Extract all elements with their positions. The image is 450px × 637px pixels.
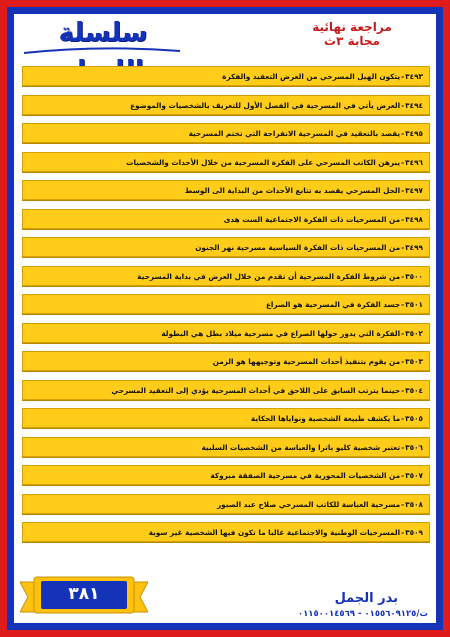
question-number: ٣٥٠١ [405, 300, 423, 309]
question-text: مسرحية العباسة للكاتب المسرحي صلاح عبد الصبور [216, 499, 401, 509]
question-text: يقصد بالتعقيد في المسرحية الانفراجة التي تختم المسرحية [188, 129, 401, 138]
question-number: ٣٥٠٤ [405, 385, 423, 395]
question-item: ٣٥٠٠-من شروط الفكرة المسرحية أن تقدم من خلال العرض في بداية المسرحية [22, 266, 430, 286]
question-item: ٣٤٩٥-يقصد بالتعقيد في المسرحية الانفراجة التي تختم المسرحية [22, 123, 430, 143]
question-item: ٣٥٠٧-من الشخصيات المحورية في مسرحية الصفقة مبروكة [22, 465, 430, 485]
question-number: ٣٤٩٧ [405, 186, 423, 195]
author-name: بدر الجمل [334, 591, 398, 606]
question-item: ٣٤٩٤-العرض يأتي في المسرحية في الفصل الأول للتعريف بالشخصيات والموضوع [22, 95, 430, 115]
question-item: ٣٥٠٦-تعتبر شخصية كليو باترا والعباسة من الشخصيات السلبية [22, 437, 430, 457]
question-text: جسد الفكرة في المسرحية هو الصراع [265, 300, 401, 309]
page-footer [14, 569, 436, 623]
question-text: الحل المسرحي يقصد به تتابع الأحداث من البداية الى الوسط [184, 186, 401, 195]
question-text: الفكرة التي يدور حولها الصراع في مسرحية ميلاد بطل هي البطولة [161, 328, 401, 338]
question-text: المسرحيات الوطنية والاجتماعية غالبا ما تكون فيها الشخصية غير سوية [148, 528, 401, 537]
review-line-1: مراجعة نهائية [312, 20, 392, 34]
question-text: من المسرحيات ذات الفكرة السياسية مسرحية نهر الجنون [195, 243, 401, 252]
question-number: ٣٤٩٥ [405, 129, 423, 138]
question-number: ٣٥٠٥ [405, 414, 423, 423]
question-item: ٣٥٠٩-المسرحيات الوطنية والاجتماعية غالبا ما تكون فيها الشخصية غير سوية [22, 522, 430, 542]
question-text: تعتبر شخصية كليو باترا والعباسة من الشخصيات السلبية [201, 442, 401, 452]
question-item: ٣٥٠٥-ما يكشف طبيعة الشخصية ونواياها الحكاية [22, 408, 430, 428]
question-number: ٣٤٩٩ [405, 243, 423, 252]
question-number: ٣٥٠٨ [405, 499, 423, 509]
question-text: العرض يأتي في المسرحية في الفصل الأول للتعريف بالشخصيات والموضوع [130, 100, 401, 110]
question-item: ٣٥٠٣-من يقوم بتنفيذ أحداث المسرحية وتوجيهها هو الزمن [22, 351, 430, 371]
question-text: ما يكشف طبيعة الشخصية ونواياها الحكاية [250, 414, 401, 423]
question-text: من يقوم بتنفيذ أحداث المسرحية وتوجيهها هو الزمن [212, 357, 401, 366]
question-text: من شروط الفكرة المسرحية أن تقدم من خلال العرض في بداية المسرحية [137, 271, 401, 281]
question-item: ٣٤٩٩-من المسرحيات ذات الفكرة السياسية مسرحية نهر الجنون [22, 237, 430, 257]
question-number: ٣٥٠٧ [405, 471, 423, 480]
question-number: ٣٥٠٦ [405, 442, 423, 452]
question-number: ٣٥٠٩ [405, 528, 423, 537]
question-number: ٣٤٩٨ [405, 214, 423, 224]
page-number: ٣٨١ [68, 584, 100, 604]
question-number: ٣٥٠٣ [405, 357, 423, 366]
question-item: ٣٤٩٨-من المسرحيات ذات الفكرة الاجتماعية الست هدى [22, 209, 430, 229]
question-text: يتكون الهيل المسرحي من العرض التعقيد والفكرة [222, 72, 401, 81]
page-header [14, 14, 436, 62]
question-item: ٣٥٠٤-حينما يترتب السابق على اللاحق في أحداث المسرحية يؤدي إلى التعقيد المسرحي [22, 380, 430, 400]
question-list [22, 66, 430, 551]
question-item: ٣٤٩٣-يتكون الهيل المسرحي من العرض التعقيد والفكرة [22, 66, 430, 86]
question-text: من الشخصيات المحورية في مسرحية الصفقة مبروكة [210, 471, 401, 480]
question-number: ٣٤٩٦ [405, 157, 423, 167]
contact-phones: ت/٠١٥٥٦٠٩١٢٥ - ٠١١٥٠٠١٤٥٦٩ [297, 609, 428, 619]
question-item: ٣٥٠٢-الفكرة التي يدور حولها الصراع في مسرحية ميلاد بطل هي البطولة [22, 323, 430, 343]
review-line-2: مجابة ٣ث [324, 34, 380, 48]
question-text: من المسرحيات ذات الفكرة الاجتماعية الست هدى [223, 214, 401, 224]
question-number: ٣٤٩٣ [405, 72, 423, 81]
review-label [292, 20, 412, 48]
question-number: ٣٤٩٤ [405, 100, 423, 110]
question-number: ٣٥٠٢ [405, 328, 423, 338]
question-item: ٣٤٩٧-الحل المسرحي يقصد به تتابع الأحداث من البداية الى الوسط [22, 180, 430, 200]
question-item: ٣٤٩٦-يبرهن الكاتب المسرحي على الفكرة المسرحية من خلال الأحداث والشخصيات [22, 152, 430, 172]
title-swoosh-decoration [22, 47, 182, 55]
question-item: ٣٥٠١-جسد الفكرة في المسرحية هو الصراع [22, 294, 430, 314]
page-content [14, 14, 436, 623]
question-number: ٣٥٠٠ [405, 271, 423, 281]
question-text: حينما يترتب السابق على اللاحق في أحداث المسرحية يؤدي إلى التعقيد المسرحي [111, 385, 401, 395]
series-title: سلسلة [58, 18, 148, 48]
question-text: يبرهن الكاتب المسرحي على الفكرة المسرحية من خلال الأحداث والشخصيات [126, 157, 401, 167]
question-item: ٣٥٠٨-مسرحية العباسة للكاتب المسرحي صلاح عبد الصبور [22, 494, 430, 514]
